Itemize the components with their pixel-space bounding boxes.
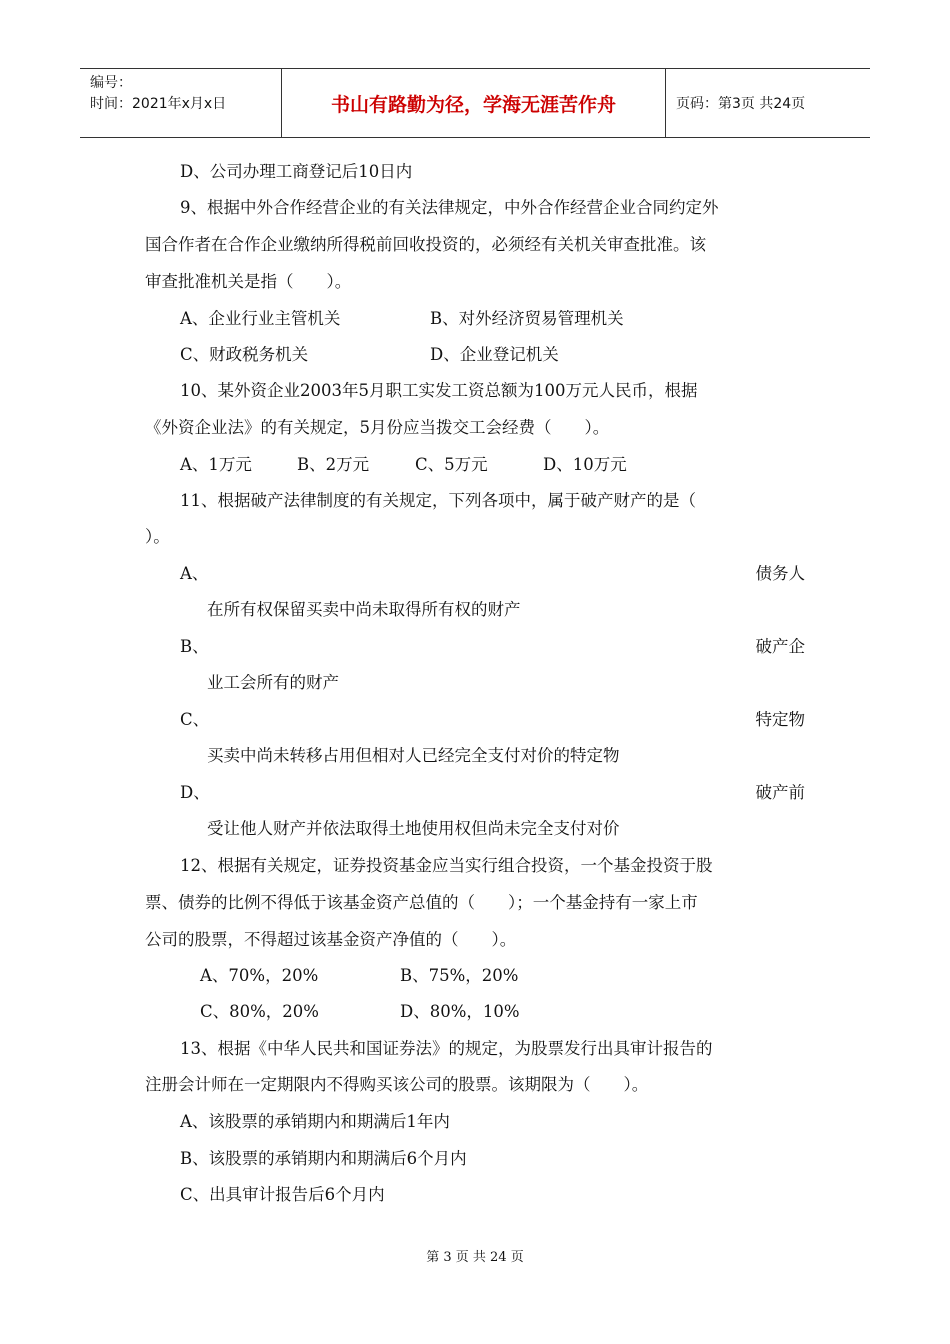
option-d: D、企业登记机关 bbox=[430, 345, 559, 364]
text-line: D、公司办理工商登记后10日内 bbox=[180, 162, 413, 181]
option-a: A、企业行业主管机关 bbox=[180, 309, 341, 328]
option-d: D、80%，10% bbox=[400, 1002, 520, 1021]
option-c: C、财政税务机关 bbox=[180, 345, 309, 364]
page-footer: 第 3 页 共 24 页 bbox=[426, 1250, 524, 1265]
option-c: C、出具审计报告后6个月内 bbox=[180, 1185, 385, 1204]
option-c-text-start: 特定物 bbox=[755, 710, 805, 729]
question-11-stem: 11、根据破产法律制度的有关规定，下列各项中，属于破产财产的是（ bbox=[180, 491, 696, 510]
option-c-label: C、 bbox=[180, 710, 210, 729]
text-line: ）。 bbox=[145, 527, 170, 546]
header-page-info: 页码：第3页 共24页 bbox=[676, 96, 806, 112]
option-b: B、75%，20% bbox=[400, 966, 519, 985]
text-line: 票、债券的比例不得低于该基金资产总值的（ ）；一个基金持有一家上市 bbox=[145, 893, 698, 912]
option-b-text: 业工会所有的财产 bbox=[207, 673, 339, 692]
header-motto: 书山有路勤为径，学海无涯苦作舟 bbox=[330, 93, 616, 116]
option-d-label: D、 bbox=[180, 783, 210, 802]
question-9-stem: 9、根据中外合作经营企业的有关法律规定，中外合作经营企业合同约定外 bbox=[180, 198, 719, 217]
option-c: C、5万元 bbox=[415, 455, 488, 474]
question-13-stem: 13、根据《中华人民共和国证券法》的规定，为股票发行出具审计报告的 bbox=[180, 1039, 713, 1058]
header-left-cell bbox=[90, 73, 226, 115]
question-10-stem: 10、某外资企业2003年5月职工实发工资总额为100万元人民币，根据 bbox=[180, 381, 698, 400]
option-a-text: 在所有权保留买卖中尚未取得所有权的财产 bbox=[207, 600, 521, 619]
option-b: B、对外经济贸易管理机关 bbox=[430, 309, 624, 328]
time-label: 时间：2021年x月x日 bbox=[90, 96, 227, 112]
option-a-label: A、 bbox=[180, 564, 209, 583]
option-d: D、10万元 bbox=[543, 455, 627, 474]
text-line: 《外资企业法》的有关规定，5月份应当拨交工会经费（ ）。 bbox=[145, 418, 610, 437]
option-c-text: 买卖中尚未转移占用但相对人已经完全支付对价的特定物 bbox=[207, 746, 620, 765]
serial-number-label: 编号： bbox=[90, 75, 132, 91]
option-b-label: B、 bbox=[180, 637, 209, 656]
option-a: A、该股票的承销期内和期满后1年内 bbox=[180, 1112, 450, 1131]
question-12-stem: 12、根据有关规定，证券投资基金应当实行组合投资，一个基金投资于股 bbox=[180, 856, 713, 875]
option-b: B、该股票的承销期内和期满后6个月内 bbox=[180, 1149, 467, 1168]
text-line: 审查批准机关是指（ ）。 bbox=[145, 272, 352, 291]
option-b-text-start: 破产企 bbox=[755, 637, 805, 656]
option-a-text-start: 债务人 bbox=[755, 564, 805, 583]
option-c: C、80%，20% bbox=[200, 1002, 319, 1021]
text-line: 注册会计师在一定期限内不得购买该公司的股票。该期限为（ ）。 bbox=[145, 1075, 649, 1094]
option-d-text: 受让他人财产并依法取得土地使用权但尚未完全支付对价 bbox=[207, 819, 620, 838]
option-d-text-start: 破产前 bbox=[755, 783, 805, 802]
page-header bbox=[80, 68, 870, 138]
option-b: B、2万元 bbox=[297, 455, 370, 474]
text-line: 国合作者在合作企业缴纳所得税前回收投资的，必须经有关机关审查批准。该 bbox=[145, 235, 706, 254]
option-a: A、1万元 bbox=[180, 455, 252, 474]
text-line: 公司的股票，不得超过该基金资产净值的（ ）。 bbox=[145, 930, 517, 949]
option-a: A、70%，20% bbox=[200, 966, 319, 985]
